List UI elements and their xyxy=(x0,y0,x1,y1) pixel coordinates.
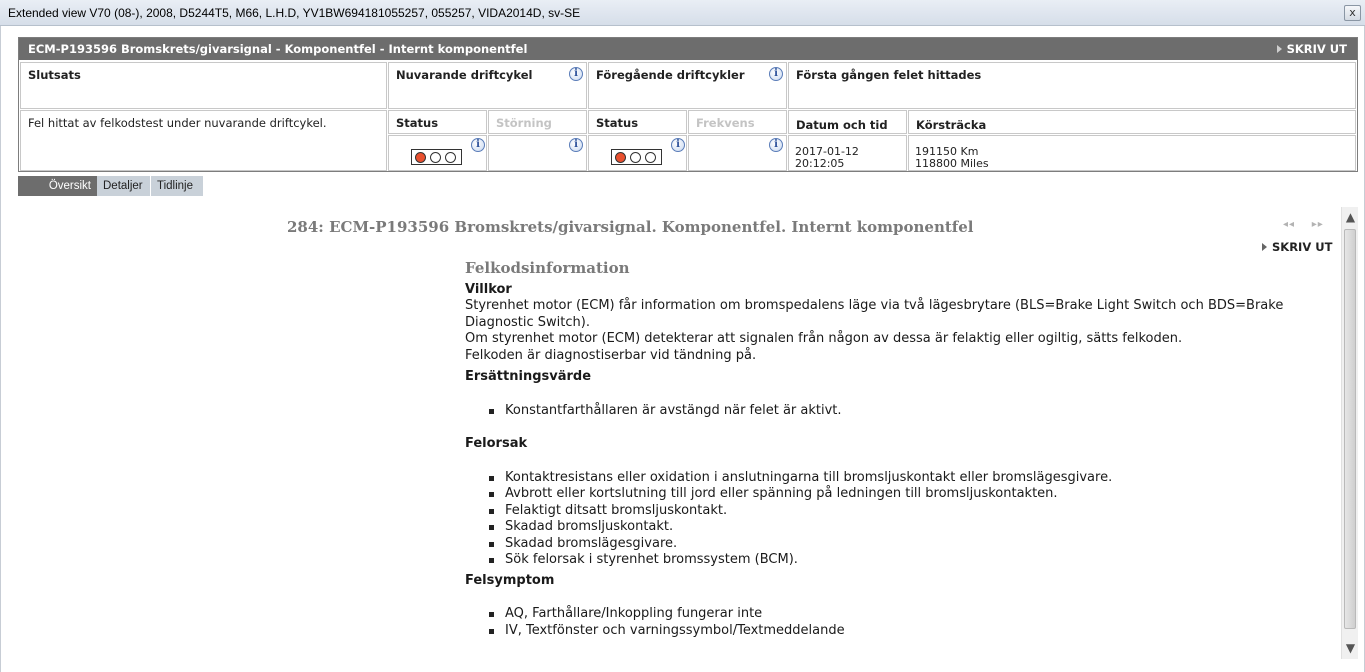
mileage-cell xyxy=(908,135,1356,171)
condition-text: Styrenhet motor (ECM) får information om bromspedalens läge via två lägesbrytare (BLS=Brake Light Switch och BDS=Brake Diagnostic Switch). xyxy=(465,298,1284,330)
current-disturbance-label: Störning xyxy=(496,116,552,130)
panel-header xyxy=(19,38,1357,60)
list-item: AQ, Farthållare/Inkoppling fungerar inte xyxy=(465,606,1335,623)
symptom-list xyxy=(465,606,1335,639)
current-status-cell xyxy=(388,135,487,171)
print-arrow-icon xyxy=(1277,45,1282,53)
tab-oversikt-label: Översikt xyxy=(48,180,91,192)
conclusion-text: Fel hittat av felkodstest under nuvarande driftcykel. xyxy=(28,116,327,130)
first-found-miles: 118800 Miles xyxy=(915,157,989,170)
scroll-down-icon[interactable]: ▼ xyxy=(1345,641,1356,655)
next-arrow-icon[interactable]: ▸▸ xyxy=(1311,219,1324,230)
print-arrow-icon xyxy=(1262,243,1267,251)
current-status-label: Status xyxy=(396,116,439,130)
conclusion-label: Slutsats xyxy=(28,68,81,82)
previous-status-label: Status xyxy=(596,116,639,130)
conclusion-header-cell xyxy=(20,62,387,109)
conclusion-text-cell xyxy=(20,110,387,171)
previous-cycles-header-cell xyxy=(588,62,787,109)
list-item: Kontaktresistans eller oxidation i anslutningarna till bromsljuskontakt eller bromslägesgivare. xyxy=(465,470,1335,487)
conditions-title: Villkor xyxy=(465,281,512,297)
cause-list xyxy=(465,470,1335,569)
scroll-thumb[interactable] xyxy=(1344,229,1356,629)
tab-oversikt[interactable] xyxy=(18,176,97,196)
tab-tidlinje-label: Tidlinje xyxy=(157,180,194,192)
current-disturbance-header xyxy=(488,110,587,134)
content-title: 284: ECM-P193596 Bromskrets/givarsignal. Komponentfel. Internt komponentfel xyxy=(287,218,974,236)
datetime-cell xyxy=(788,135,907,171)
panel-title: ECM-P193596 Bromskrets/givarsignal - Komponentfel - Internt komponentfel xyxy=(28,42,528,56)
status-lamp-off-icon xyxy=(430,152,441,163)
previous-arrow-icon[interactable]: ◂◂ xyxy=(1283,219,1296,230)
mileage-label: Körsträcka xyxy=(916,118,987,132)
panel-print-label: SKRIV UT xyxy=(1286,42,1347,56)
tab-tidlinje[interactable] xyxy=(151,176,203,196)
status-lamp-red-icon xyxy=(615,152,626,163)
previous-frequency-cell xyxy=(688,135,787,171)
content-print-label: SKRIV UT xyxy=(1272,240,1333,254)
first-found-time: 20:12:05 xyxy=(795,157,845,170)
list-item: Konstantfarthållaren är avstängd när felet är aktivt. xyxy=(465,403,1335,420)
current-status-lamp xyxy=(411,149,462,165)
current-cycle-label: Nuvarande driftcykel xyxy=(396,68,533,82)
doc-heading: Felkodsinformation xyxy=(465,259,630,277)
panel-print-button[interactable] xyxy=(1277,42,1347,56)
previous-status-header xyxy=(588,110,687,134)
status-lamp-off-icon xyxy=(645,152,656,163)
replacement-title: Ersättningsvärde xyxy=(465,369,592,384)
first-found-km: 191150 Km xyxy=(915,145,979,158)
nav-arrows xyxy=(1283,219,1324,230)
mileage-header xyxy=(908,110,1356,134)
current-cycle-info-icon[interactable]: i xyxy=(569,67,583,81)
list-item: Felaktigt ditsatt bromsljuskontakt. xyxy=(465,503,1335,520)
window-titlebar xyxy=(0,0,1365,26)
current-status-info-icon[interactable]: i xyxy=(471,138,485,152)
datetime-header xyxy=(788,110,907,134)
previous-cycles-info-icon[interactable]: i xyxy=(769,67,783,81)
status-lamp-red-icon xyxy=(415,152,426,163)
tab-detaljer[interactable] xyxy=(97,176,150,196)
list-item: Skadad bromsljuskontakt. xyxy=(465,519,1335,536)
previous-status-lamp xyxy=(611,149,662,165)
tab-detaljer-label: Detaljer xyxy=(103,180,143,192)
condition-text: Om styrenhet motor (ECM) detekterar att signalen från någon av dessa är felaktig eller ogiltig, sätts felkoden. xyxy=(465,331,1183,346)
first-found-date: 2017-01-12 xyxy=(795,145,859,158)
list-item: IV, Textfönster och varningssymbol/Textmeddelande xyxy=(465,623,1335,640)
symptom-title: Felsymptom xyxy=(465,572,555,588)
status-lamp-off-icon xyxy=(630,152,641,163)
content-scrollbar[interactable] xyxy=(1341,207,1358,659)
dtc-summary-panel xyxy=(18,37,1358,172)
previous-frequency-header xyxy=(688,110,787,134)
previous-frequency-info-icon[interactable]: i xyxy=(769,138,783,152)
replacement-list xyxy=(465,403,1335,420)
list-item: Avbrott eller kortslutning till jord eller spänning på ledningen till bromsljuskontakten. xyxy=(465,486,1335,503)
list-item: Skadad bromslägesgivare. xyxy=(465,536,1335,553)
content-print-button[interactable] xyxy=(1262,240,1332,254)
scroll-up-icon[interactable]: ▲ xyxy=(1345,210,1356,224)
previous-status-cell xyxy=(588,135,687,171)
previous-cycles-label: Föregående driftcykler xyxy=(596,68,745,82)
cause-title: Felorsak xyxy=(465,436,528,451)
previous-frequency-label: Frekvens xyxy=(696,116,755,130)
status-lamp-off-icon xyxy=(445,152,456,163)
current-status-header xyxy=(388,110,487,134)
previous-status-info-icon[interactable]: i xyxy=(671,138,685,152)
list-item: Sök felorsak i styrenhet bromssystem (BCM). xyxy=(465,552,1335,569)
window-title: Extended view V70 (08-), 2008, D5244T5, M66, L.H.D, YV1BW694181055257, 055257, VIDA2014D, sv-SE xyxy=(8,6,581,20)
current-disturbance-cell xyxy=(488,135,587,171)
condition-text: Felkoden är diagnostiserbar vid tändning på. xyxy=(465,347,757,363)
current-cycle-header-cell xyxy=(388,62,587,109)
fault-code-document xyxy=(465,260,1335,639)
first-found-header-cell xyxy=(788,62,1356,109)
current-disturbance-info-icon[interactable]: i xyxy=(569,138,583,152)
datetime-label: Datum och tid xyxy=(796,118,888,132)
first-found-label: Första gången felet hittades xyxy=(796,68,982,82)
close-button[interactable]: x xyxy=(1344,5,1361,21)
